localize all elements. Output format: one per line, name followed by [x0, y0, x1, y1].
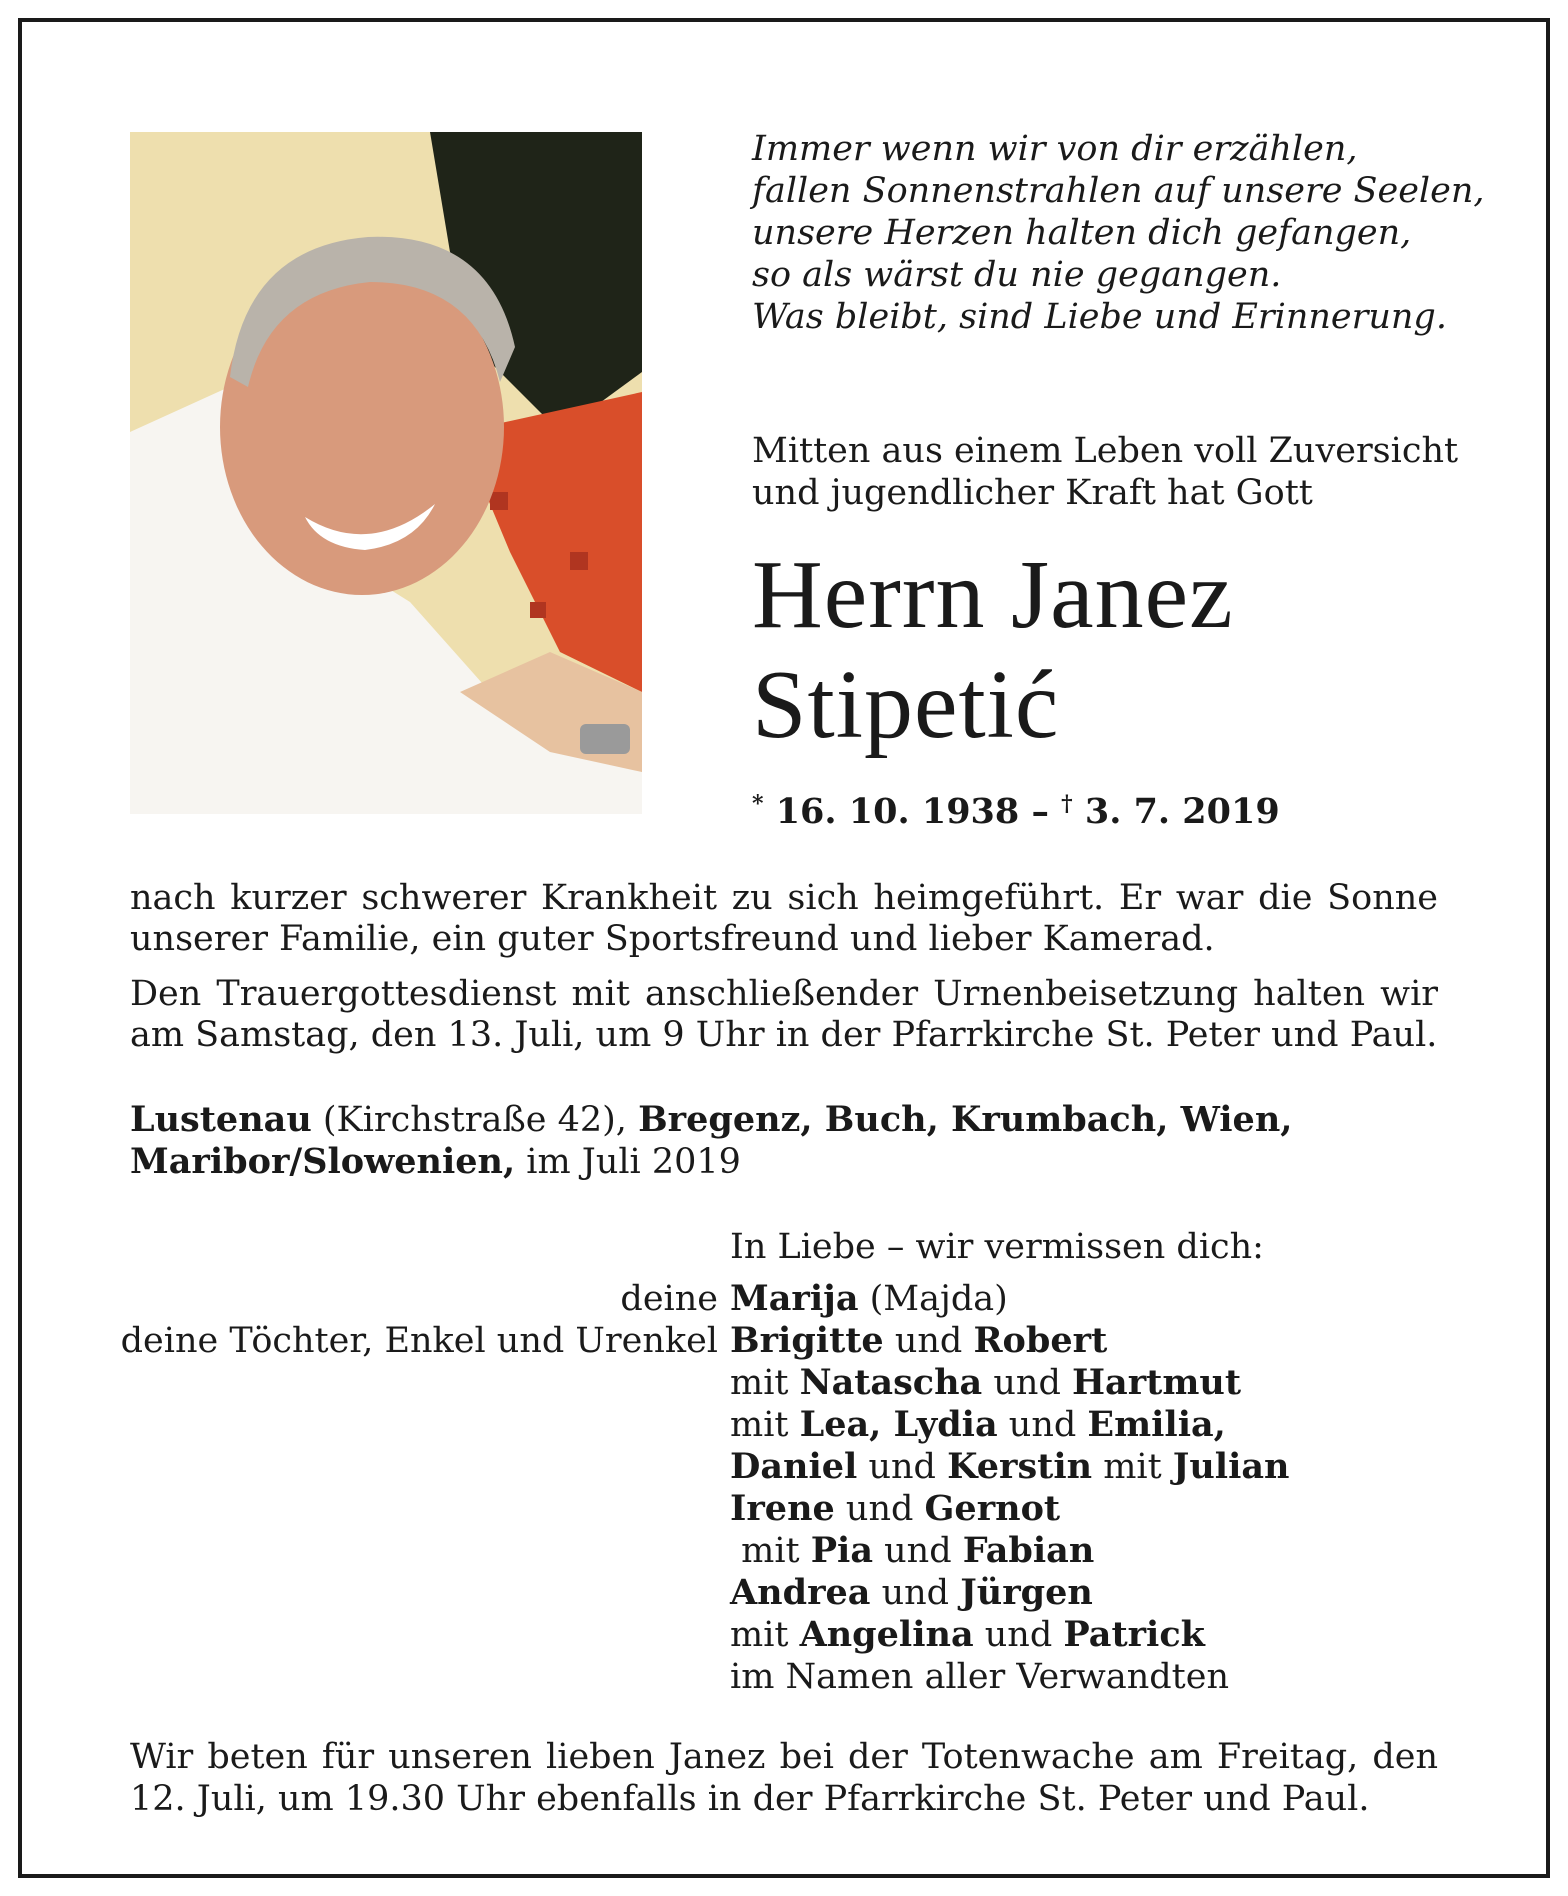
- loving-line: In Liebe – wir vermissen dich:: [730, 1227, 1264, 1267]
- with-word: mit: [730, 1615, 800, 1655]
- places-and-date: [130, 1099, 1438, 1183]
- portrait-photo: [130, 132, 642, 814]
- death-date: 3. 7. 2019: [1084, 791, 1280, 832]
- family-name: Patrick: [1063, 1614, 1205, 1655]
- paragraph-vigil: Wir beten für unseren lieben Janez bei der Totenwache am Freitag, den 12. Juli, um 19.30 Uhr ebenfalls in der Pfarrkirche St. Peter und Paul.: [130, 1737, 1438, 1819]
- family-row: [730, 1320, 1450, 1362]
- family-name: Daniel: [730, 1446, 858, 1487]
- family-name: Emilia,: [1087, 1404, 1226, 1445]
- with-word: mit: [741, 1531, 811, 1571]
- wife-nickname: (Majda): [858, 1279, 1008, 1319]
- intro-text: [752, 430, 1472, 514]
- life-dates: [752, 782, 1280, 834]
- paragraph-passing: nach kurzer schwerer Krankheit zu sich heimgeführt. Er war die Sonne unserer Familie, ein guter Sportsfreund und lieber Kamerad.: [130, 878, 1438, 959]
- name-line-1: Herrn Janez: [752, 541, 1234, 649]
- family-row: [730, 1278, 1450, 1320]
- places-date: im Juli 2019: [515, 1142, 741, 1182]
- and-word: und: [873, 1531, 963, 1571]
- poem-line: fallen Sonnenstrahlen auf unsere Seelen,: [752, 171, 1485, 211]
- paragraph-service: Den Trauergottesdienst mit anschließender Urnenbeisetzung halten wir am Samstag, den 13. Juli, um 9 Uhr in der Pfarrkirche St. Peter und Paul.: [130, 974, 1438, 1055]
- family-row: [730, 1488, 1450, 1530]
- family-name: Kerstin: [947, 1446, 1093, 1487]
- label-children: deine Töchter, Enkel und Urenkel: [120, 1321, 718, 1361]
- poem-line: Immer wenn wir von dir erzählen,: [752, 129, 1358, 169]
- family-name: Gernot: [924, 1488, 1061, 1529]
- date-separator: –: [1019, 791, 1062, 832]
- family-name: Pia: [810, 1530, 874, 1571]
- family-name: Lea, Lydia: [799, 1404, 998, 1445]
- poem-line: Was bleibt, sind Liebe und Erinnerung.: [752, 297, 1447, 337]
- poem-line: unsere Herzen halten dich gefangen,: [752, 213, 1412, 253]
- family-name: Brigitte: [730, 1320, 884, 1361]
- birth-symbol: *: [752, 791, 764, 817]
- family-row: [730, 1572, 1450, 1614]
- poem-line: so als wärst du nie gegangen.: [752, 255, 1282, 295]
- intro-line: und jugendlicher Kraft hat Gott: [752, 473, 1313, 513]
- family-row: [730, 1446, 1450, 1488]
- family-names: [730, 1278, 1450, 1698]
- intro-line: Mitten aus einem Leben voll Zuversicht: [752, 431, 1459, 471]
- label-wife: deine: [620, 1279, 718, 1319]
- and-word: und: [870, 1573, 961, 1613]
- family-closing: im Namen aller Verwandten: [730, 1657, 1229, 1697]
- family-name: Angelina: [799, 1614, 974, 1655]
- place-lustenau: Lustenau: [130, 1099, 312, 1140]
- family-row: [730, 1404, 1450, 1446]
- family-name: Jürgen: [960, 1572, 1093, 1613]
- family-name: Andrea: [730, 1572, 871, 1613]
- death-symbol: †: [1061, 791, 1073, 817]
- deceased-name: [752, 540, 1492, 760]
- memorial-poem: [752, 128, 1485, 338]
- family-name: Fabian: [962, 1530, 1095, 1571]
- and-word: und: [997, 1405, 1088, 1445]
- and-word: und: [982, 1363, 1072, 1403]
- family-name: Robert: [973, 1320, 1108, 1361]
- family-name: Julian: [1172, 1446, 1290, 1487]
- family-name: Natascha: [799, 1362, 983, 1403]
- family-labels: [100, 1278, 718, 1362]
- family-name: Hartmut: [1071, 1362, 1241, 1403]
- birth-date: 16. 10. 1938: [775, 791, 1020, 832]
- family-row: [730, 1614, 1450, 1656]
- and-word: und: [834, 1489, 925, 1529]
- wife-name: Marija: [730, 1278, 859, 1319]
- places-line-1: Bregenz, Buch, Krumbach, Wien,: [638, 1099, 1293, 1140]
- with-word: mit: [730, 1405, 800, 1445]
- place-address: (Kirchstraße 42),: [311, 1100, 639, 1140]
- family-row: [730, 1530, 1450, 1572]
- and-word: und: [883, 1321, 974, 1361]
- family-row: [730, 1362, 1450, 1404]
- with-word: mit: [1092, 1447, 1173, 1487]
- and-word: und: [857, 1447, 948, 1487]
- places-line-2: Maribor/Slowenien,: [130, 1141, 516, 1182]
- with-word: mit: [730, 1363, 800, 1403]
- portrait-image: [130, 132, 642, 814]
- name-line-2: Stipetić: [752, 651, 1060, 759]
- family-name: Irene: [730, 1488, 835, 1529]
- and-word: und: [973, 1615, 1064, 1655]
